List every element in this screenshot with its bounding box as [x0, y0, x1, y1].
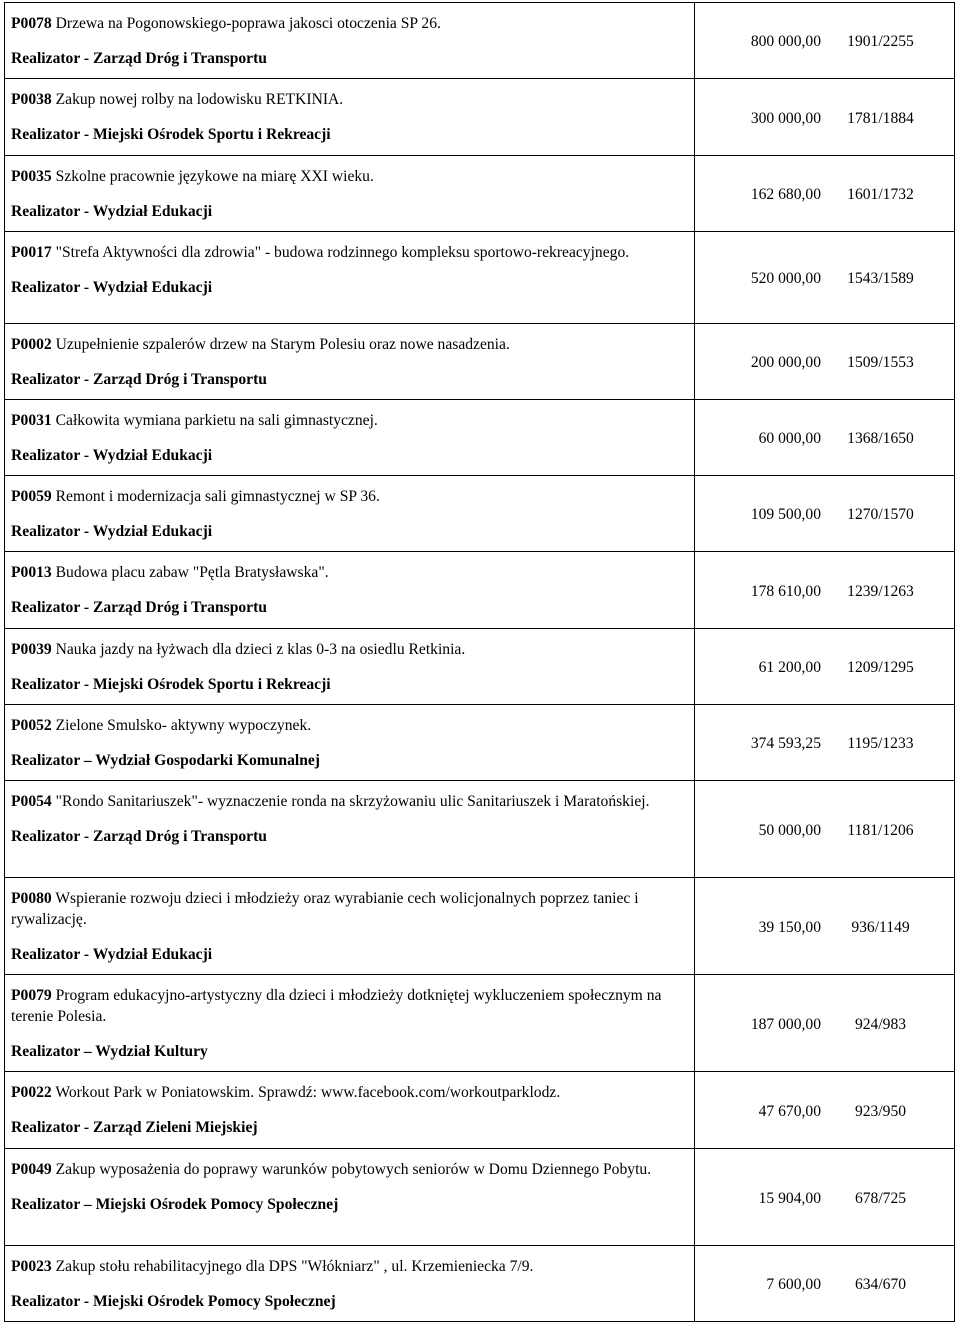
project-realizator: Realizator - Wydział Edukacji — [11, 447, 213, 464]
project-realizator: Realizator - Zarząd Dróg i Transportu — [11, 599, 267, 616]
project-amount-cell — [695, 781, 955, 878]
project-description-cell — [5, 552, 695, 629]
project-amount-cell — [695, 705, 955, 781]
project-title-text: Program edukacyjno-artystyczny dla dzieci i młodzieży dotkniętej wykluczeniem społecznym na terenie Polesia. — [11, 987, 662, 1025]
project-code: P0035 — [11, 168, 52, 185]
project-title — [11, 166, 684, 187]
project-title — [11, 410, 684, 431]
table-row — [5, 232, 955, 324]
project-title — [11, 1256, 684, 1277]
project-code: P0039 — [11, 641, 52, 658]
project-realizator: Realizator - Zarząd Dróg i Transportu — [11, 828, 267, 845]
amount-votes-group — [695, 1188, 954, 1209]
table-row — [5, 476, 955, 552]
project-amount: 374 593,25 — [750, 735, 821, 752]
project-votes: 1239/1263 — [847, 582, 914, 600]
project-description-cell — [5, 878, 695, 975]
project-title-text: Remont i modernizacja sali gimnastycznej w SP 36. — [55, 488, 380, 505]
amount-votes-group — [695, 428, 954, 449]
document-page — [4, 2, 954, 1325]
project-code: P0013 — [11, 564, 52, 581]
amount-votes-group — [695, 1101, 954, 1122]
project-amount-cell — [695, 1149, 955, 1246]
project-description-cell — [5, 156, 695, 232]
project-title-text: Zakup nowej rolby na lodowisku RETKINIA. — [55, 91, 344, 108]
project-title — [11, 334, 684, 355]
project-amount: 187 000,00 — [750, 1015, 821, 1033]
project-votes: 678/725 — [854, 1189, 907, 1207]
project-amount-cell — [695, 975, 955, 1072]
project-realizator: Realizator - Wydział Edukacji — [11, 946, 213, 963]
project-votes: 1270/1570 — [847, 506, 914, 523]
project-realizator: Realizator - Wydział Edukacji — [11, 523, 213, 540]
amount-votes-group — [695, 31, 954, 52]
project-realizator: Realizator - Miejski Ośrodek Sportu i Rekreacji — [11, 676, 331, 693]
project-amount: 800 000,00 — [750, 33, 821, 50]
project-code: P0078 — [11, 15, 52, 32]
project-code: P0059 — [11, 488, 52, 505]
project-title — [11, 888, 684, 930]
amount-votes-group — [695, 504, 954, 525]
project-amount-cell — [695, 878, 955, 975]
project-code: P0017 — [11, 244, 52, 261]
project-code: P0022 — [11, 1084, 52, 1101]
project-title-text: Workout Park w Poniatowskim. Sprawdź: www.facebook.com/workoutparklodz. — [55, 1084, 561, 1101]
amount-votes-group — [695, 268, 954, 289]
project-description-cell — [5, 1149, 695, 1246]
project-code: P0079 — [11, 987, 52, 1004]
project-votes: 1543/1589 — [847, 270, 914, 287]
project-amount-cell — [695, 1072, 955, 1149]
project-amount-cell — [695, 156, 955, 232]
table-row — [5, 3, 955, 79]
project-title-text: Uzupełnienie szpalerów drzew na Starym Polesiu oraz nowe nasadzenia. — [55, 336, 510, 353]
project-title-text: Zakup wyposażenia do poprawy warunków pobytowych seniorów w Domu Dziennego Pobytu. — [55, 1161, 652, 1178]
project-amount: 109 500,00 — [750, 506, 821, 523]
project-code: P0038 — [11, 91, 52, 108]
project-votes: 923/950 — [854, 1102, 907, 1120]
project-votes: 924/983 — [854, 1015, 907, 1033]
table-row — [5, 156, 955, 232]
project-title-text: "Rondo Sanitariuszek"- wyznaczenie ronda na skrzyżowaniu ulic Sanitariuszek i Maratońskiej. — [55, 793, 650, 810]
project-votes: 1509/1553 — [847, 354, 914, 371]
projects-table — [4, 2, 955, 1322]
project-title-text: Szkolne pracownie językowe na miarę XXI wieku. — [55, 168, 374, 185]
project-title — [11, 1082, 684, 1103]
project-description-cell — [5, 232, 695, 324]
project-description-cell — [5, 1072, 695, 1149]
project-description-cell — [5, 781, 695, 878]
table-row — [5, 324, 955, 400]
project-title — [11, 985, 684, 1027]
project-description-cell — [5, 705, 695, 781]
project-amount-cell — [695, 1246, 955, 1322]
project-amount: 39 150,00 — [758, 918, 821, 936]
project-description-cell — [5, 324, 695, 400]
table-row — [5, 1072, 955, 1149]
project-title-text: Drzewa na Pogonowskiego-poprawa jakosci otoczenia SP 26. — [55, 15, 441, 32]
project-code: P0023 — [11, 1258, 52, 1275]
project-title — [11, 791, 684, 812]
project-votes: 1209/1295 — [847, 659, 914, 676]
project-code: P0052 — [11, 717, 52, 734]
project-description-cell — [5, 400, 695, 476]
table-row — [5, 705, 955, 781]
project-title — [11, 89, 684, 110]
project-description-cell — [5, 629, 695, 705]
amount-votes-group — [695, 657, 954, 678]
amount-votes-group — [695, 581, 954, 602]
projects-table-body — [5, 3, 955, 1322]
table-row — [5, 629, 955, 705]
project-title — [11, 13, 684, 34]
project-votes: 1781/1884 — [847, 109, 914, 127]
project-amount: 50 000,00 — [758, 821, 821, 839]
project-votes: 1181/1206 — [847, 821, 914, 839]
project-realizator: Realizator – Miejski Ośrodek Pomocy Społecznej — [11, 1196, 339, 1213]
project-votes: 1368/1650 — [847, 430, 914, 447]
project-amount-cell — [695, 232, 955, 324]
project-code: P0031 — [11, 412, 52, 429]
project-title-text: "Strefa Aktywności dla zdrowia" - budowa rodzinnego kompleksu sportowo-rekreacyjnego. — [55, 244, 630, 261]
amount-votes-group — [695, 352, 954, 373]
project-title-text: Budowa placu zabaw "Pętla Bratysławska". — [55, 564, 329, 581]
project-title-text: Zielone Smulsko- aktywny wypoczynek. — [55, 717, 312, 734]
project-code: P0080 — [11, 890, 52, 907]
project-code: P0054 — [11, 793, 52, 810]
project-code: P0049 — [11, 1161, 52, 1178]
project-realizator: Realizator - Wydział Edukacji — [11, 279, 213, 296]
project-title-text: Wspieranie rozwoju dzieci i młodzieży oraz wyrabianie cech wolicjonalnych poprzez taniec i rywalizację. — [11, 890, 639, 928]
project-realizator: Realizator - Miejski Ośrodek Pomocy Społecznej — [11, 1293, 336, 1310]
project-amount: 300 000,00 — [750, 109, 821, 127]
project-votes: 634/670 — [854, 1276, 907, 1293]
project-title — [11, 639, 684, 660]
project-amount: 200 000,00 — [750, 354, 821, 371]
table-row — [5, 400, 955, 476]
project-realizator: Realizator - Miejski Ośrodek Sportu i Rekreacji — [11, 126, 331, 143]
project-title — [11, 715, 684, 736]
table-row — [5, 781, 955, 878]
project-title — [11, 486, 684, 507]
project-amount: 15 904,00 — [758, 1189, 821, 1207]
amount-votes-group — [695, 108, 954, 129]
project-votes: 1195/1233 — [847, 735, 914, 752]
amount-votes-group — [695, 733, 954, 754]
amount-votes-group — [695, 184, 954, 205]
project-code: P0002 — [11, 336, 52, 353]
project-realizator: Realizator - Zarząd Zieleni Miejskiej — [11, 1119, 258, 1136]
project-title — [11, 562, 684, 583]
table-row — [5, 79, 955, 156]
project-amount: 178 610,00 — [750, 582, 821, 600]
project-description-cell — [5, 79, 695, 156]
project-amount-cell — [695, 552, 955, 629]
table-row — [5, 552, 955, 629]
project-amount-cell — [695, 476, 955, 552]
project-title-text: Nauka jazdy na łyżwach dla dzieci z klas 0-3 na osiedlu Retkinia. — [55, 641, 466, 658]
project-amount: 162 680,00 — [750, 186, 821, 203]
project-description-cell — [5, 1246, 695, 1322]
project-amount-cell — [695, 3, 955, 79]
project-realizator: Realizator - Zarząd Dróg i Transportu — [11, 371, 267, 388]
table-row — [5, 1149, 955, 1246]
table-row — [5, 1246, 955, 1322]
project-realizator: Realizator – Wydział Kultury — [11, 1043, 208, 1060]
project-description-cell — [5, 476, 695, 552]
project-amount: 61 200,00 — [758, 659, 821, 676]
project-realizator: Realizator - Wydział Edukacji — [11, 203, 213, 220]
project-title — [11, 242, 684, 263]
table-row — [5, 878, 955, 975]
project-votes: 1601/1732 — [847, 186, 914, 203]
project-realizator: Realizator - Zarząd Dróg i Transportu — [11, 50, 267, 67]
amount-votes-group — [695, 1014, 954, 1035]
project-title-text: Całkowita wymiana parkietu na sali gimnastycznej. — [55, 412, 378, 429]
project-amount-cell — [695, 79, 955, 156]
project-realizator: Realizator – Wydział Gospodarki Komunalnej — [11, 752, 321, 769]
project-title — [11, 1159, 684, 1180]
amount-votes-group — [695, 917, 954, 938]
project-description-cell — [5, 3, 695, 79]
project-amount-cell — [695, 400, 955, 476]
project-votes: 1901/2255 — [847, 33, 914, 50]
amount-votes-group — [695, 820, 954, 841]
project-title-text: Zakup stołu rehabilitacyjnego dla DPS "Włókniarz" , ul. Krzemieniecka 7/9. — [55, 1258, 534, 1275]
project-description-cell — [5, 975, 695, 1072]
project-amount-cell — [695, 629, 955, 705]
amount-votes-group — [695, 1274, 954, 1295]
project-amount: 60 000,00 — [758, 430, 821, 447]
project-amount: 7 600,00 — [766, 1276, 821, 1293]
table-row — [5, 975, 955, 1072]
project-amount: 520 000,00 — [750, 270, 821, 287]
project-amount-cell — [695, 324, 955, 400]
project-votes: 936/1149 — [851, 918, 910, 936]
project-amount: 47 670,00 — [758, 1102, 821, 1120]
